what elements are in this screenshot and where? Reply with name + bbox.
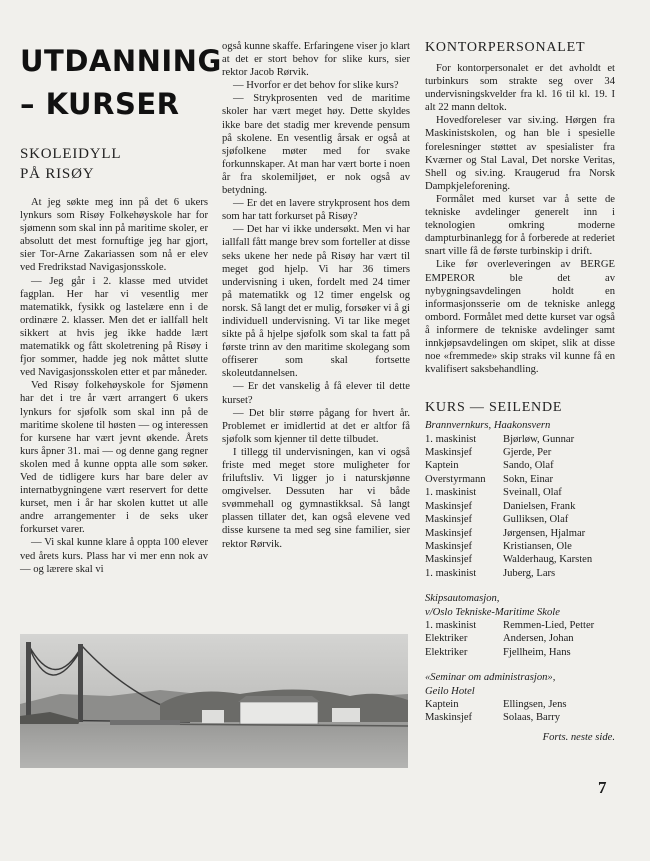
crew-name: Fjellheim, Hans [503, 646, 571, 658]
crew-role: Elektriker [425, 646, 468, 658]
continued-note: Forts. neste side. [542, 731, 615, 743]
crew-name: Ellingsen, Jens [503, 698, 567, 710]
section-title-kontorpersonalet: KONTORPERSONALET [425, 40, 586, 55]
roster-row [425, 553, 615, 566]
school-roof [238, 696, 320, 702]
headline-line-1: UTDANNING [20, 44, 222, 78]
article-column-3 [425, 40, 615, 744]
roster-row [425, 459, 615, 472]
course-group-seminar [425, 671, 615, 725]
crew-role: Maskinsjef [425, 447, 473, 459]
tower [26, 642, 31, 722]
paragraph: For kontorpersonalet er det avholdt et turbinkurs som strakte seg over 34 undervisningskvelder fra kl. 16 til kl. 19. I alt 22 mann deltok. [425, 63, 615, 114]
headline [20, 40, 222, 126]
roster-row [425, 698, 615, 711]
course-group-brannvern [425, 419, 615, 580]
paragraph: Like før overleveringen av BERGE EMPEROR ble det av nybygningsavdelingen holdt en informasjonsserie om de tekniske anlegg ombord. Formålet med dette kurset var også å informere de tekniske avdelinger samt innkjøpsavdelingen om skipet, slik at disse noe «fremmede» skip straks vil kunne få en kvalifisert saksbehandling. [425, 259, 615, 376]
crew-name: Sando, Olaf [503, 460, 554, 472]
crew-name: Walderhaug, Karsten [503, 554, 593, 566]
roster-row [425, 500, 615, 513]
crew-name: Juberg, Lars [503, 567, 556, 579]
crew-name: Andersen, Johan [503, 633, 574, 645]
paragraph: — Er det en lavere strykprosent hos dem som har tatt forkurset på Risøy? [222, 198, 410, 223]
subhead [20, 144, 208, 184]
crew-role: Maskinsjef [425, 527, 473, 539]
paragraph: — Strykprosenten ved de maritime skoler har vært meget høy. Dette skyldes ikke bare det stadig mer krevende pensum på skolene. En vesentlig årsak er også at sjøfolkene møter med for svake forkunnskaper. At man har vært borte i noen år fra skolemiljøet, er nok også av betydning. [222, 93, 410, 197]
roster-row [425, 473, 615, 486]
roster-row [425, 527, 615, 540]
crew-name: Bjørløw, Gunnar [503, 433, 575, 445]
crew-role: Elektriker [425, 633, 468, 645]
paragraph: I tillegg til undervisningen, kan vi også friste med meget store muligheter for friluftsliv. Vi ligger jo i naturskjønne omgivelser. Dessuten har vi både svømmehall og gymnastikksal. Så langt plassen tillater det, kan også elevene ved disse kursene ta med seg sine familier, sier rektor Rørvik. [222, 446, 410, 550]
crew-role: 1. maskinist [425, 619, 477, 631]
crew-name: Remmen-Lied, Petter [503, 619, 595, 631]
roster-row [425, 646, 615, 659]
crew-role: 1. maskinist [425, 567, 477, 579]
house [202, 710, 224, 723]
paragraph: Hovedforeleser var siv.ing. Hørgen fra Maskinistskolen, og han ble i spesielle forelesninger støttet av spesialister fra Kværner og Stal Laval, Det norske Veritas, Shell og siv.ing. Kraugerud fra Norsk Dampkjeleforening. [425, 115, 615, 192]
crew-name: Solaas, Barry [503, 712, 561, 724]
course-group-heading: v/Oslo Tekniske-Maritime Skole [425, 606, 560, 618]
paragraph: — Det har vi ikke undersøkt. Men vi har iallfall fått mange brev som forteller at disse seks ukene her nede på Risøy har vært til meget god hjelp. Vi har 36 timers undervisning i uken, fordelt med 24 timer på matematikk og 12 timer engelsk og norsk. Så langt det er mulig, forsøker vi å gi individuell undervisning. Vi tar like meget sikte på å hjelpe sjøfolk som skal ta fatt på første trinn av den maritime skolegang som offiserer som skal fortsette skoleutdannelsen. [222, 224, 410, 380]
paragraph: Formålet med kurset var å sette de tekniske avdelinger generelt inn i teknologien omkring moderne dampturbinanlegg for å forberede at rederiet snart ville få de første turbinskip i drift. [425, 193, 615, 258]
headline-line-2: – KURSER [20, 87, 180, 121]
course-group-heading: Skipsautomasjon, [425, 593, 500, 605]
house [332, 708, 360, 722]
paragraph: — Hvorfor er det behov for slike kurs? [233, 80, 399, 92]
roster-row [425, 446, 615, 459]
crew-name: Sveinall, Olaf [503, 487, 562, 499]
roster-row [425, 513, 615, 526]
roster-row [425, 619, 615, 632]
page-number: 7 [598, 778, 607, 797]
dock [110, 720, 180, 725]
school-building [240, 702, 318, 724]
crew-role: Maskinsjef [425, 554, 473, 566]
roster-row [425, 540, 615, 553]
course-group-heading: Geilo Hotel [425, 685, 475, 697]
crew-name: Gjerde, Per [503, 447, 552, 459]
crew-role: Kaptein [425, 698, 459, 710]
crew-name: Danielsen, Frank [503, 500, 576, 512]
crew-role: Overstyrmann [425, 473, 486, 485]
paragraph: også kunne skaffe. Erfaringene viser jo klart at det er stort behov for slike kurs, sier rektor Jacob Rørvik. [222, 41, 410, 79]
paragraph: — Jeg går i 2. klasse med utvidet fagplan. Her har vi vesentlig mer matematikk, fysikk og lastelære enn i de ordinære 2. klasser. Men det er iallfall helt sikkert at hvis jeg ikke hadde lært matematikk og fått skoletrening på Risøy i fjor sommer, hadde jeg nok måttet slutte ved Navigasjonsskolen etter et par måneder. [20, 275, 208, 379]
paragraph: — Det blir større pågang for hvert år. Problemet er imidlertid at det er altfor få sjøfolk som kjenner til dette tilbudet. [222, 407, 410, 445]
paragraph: Ved Risøy folkehøyskole for Sjømenn har det i tre år vært arrangert 6 ukers lynkurs for sjøfolk som skal inn på de maritime skolene til høsten — og interessen for kursene har vært jevnt økende. Årets kurs åpner 31. mai — og denne gang regner skolen med å kunne oppta alle som søker. Ved de tidligere kurs har bare deler av internatbygningene vært reservert for dette kurset, men i år har skolen kuttet ut alle andre arrangementer i de seks uker forkurset varer. [20, 380, 208, 536]
article-column-2 [222, 40, 410, 551]
crew-role: 1. maskinist [425, 433, 477, 445]
harbor-photo [20, 634, 408, 768]
crew-name: Sokn, Einar [503, 473, 554, 485]
course-group-skipsautomasjon [425, 592, 615, 659]
paragraph: — Er det vanskelig å få elever til dette kurset? [222, 381, 410, 406]
crew-role: Kaptein [425, 460, 459, 472]
crew-name: Jørgensen, Hjalmar [503, 527, 586, 539]
section-title-kurs-seilende: KURS — SEILENDE [425, 400, 563, 416]
subhead-line-1: SKOLEIDYLL [20, 146, 122, 162]
paragraph: At jeg søkte meg inn på det 6 ukers lynkurs som Risøy Folkehøyskole har for sjømenn som skal inn på maritime skoler, er absolutt det mest fornuftige jeg har gjort, sier Tor-Arne Zakariassen som nå er elev ved Fredrikstad Navigasjonsskole. [20, 197, 208, 274]
crew-name: Gulliksen, Olaf [503, 514, 569, 526]
harbor-photo-graphic [20, 634, 408, 768]
col1-body [20, 196, 208, 576]
crew-role: Maskinsjef [425, 514, 473, 526]
article-column-1 [20, 40, 222, 576]
crew-role: 1. maskinist [425, 487, 477, 499]
subhead-line-2: PÅ RISØY [20, 166, 95, 182]
crew-name: Kristiansen, Ole [503, 540, 572, 552]
tower [78, 644, 83, 722]
crew-role: Maskinsjef [425, 712, 473, 724]
roster-row [425, 433, 615, 446]
roster-row [425, 567, 615, 580]
course-group-heading: Brannvernkurs, Haakonsvern [425, 420, 551, 432]
crew-role: Maskinsjef [425, 540, 473, 552]
paragraph: — Vi skal kunne klare å oppta 100 elever ved årets kurs. Plass har vi mer enn nok av — og lærere skal vi [20, 537, 208, 575]
roster-row [425, 711, 615, 724]
roster-row [425, 632, 615, 645]
kontor-body [425, 62, 615, 376]
crew-role: Maskinsjef [425, 500, 473, 512]
course-group-heading: «Seminar om administrasjon», [425, 672, 556, 684]
water [20, 724, 408, 768]
roster-row [425, 486, 615, 499]
